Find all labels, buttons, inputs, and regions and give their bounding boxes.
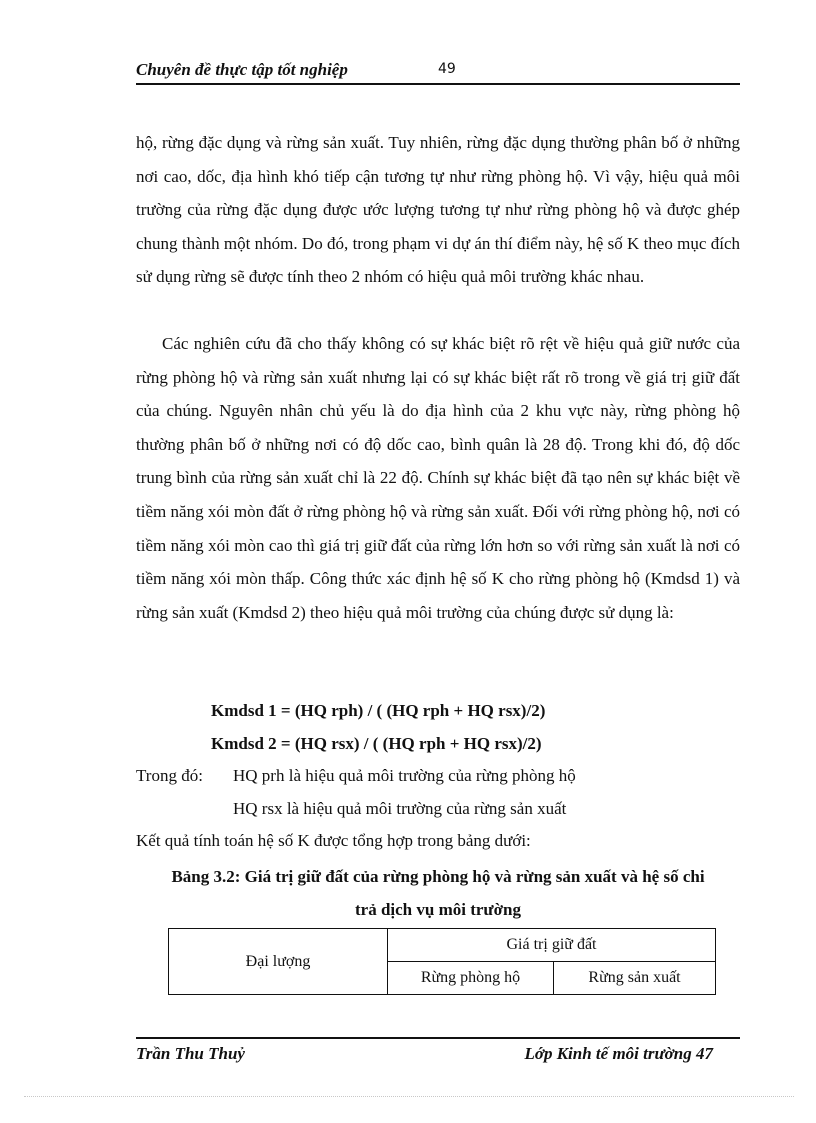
formula-kmdsd-2: Kmdsd 2 = (HQ rsx) / ( (HQ rph + HQ rsx)/2) [211, 734, 542, 753]
table-row-header: Đại lượng [169, 929, 388, 995]
footer-class: Lớp Kinh tế môi trường 47 [524, 1044, 713, 1063]
data-table [168, 928, 716, 995]
footer-divider [136, 1037, 740, 1039]
paragraph-1: hộ, rừng đặc dụng và rừng sản xuất. Tuy nhiên, rừng đặc dụng thường phân bố ở những nơi cao, dốc, địa hình khó tiếp cận tương tự như rừng phòng hộ. Vì vậy, hiệu quả môi trường của rừng đặc dụng được ước lượng tương tự như rừng phòng hộ và được ghép chung thành một nhóm. Do đó, trong phạm vi dự án thí điểm này, hệ số K theo mục đích sử dụng rừng sẽ được tính theo 2 nhóm có hiệu quả môi trường khác nhau. [136, 133, 740, 287]
footer-author: Trần Thu Thuỷ [136, 1044, 245, 1063]
header-title: Chuyên đề thực tập tốt nghiệp [136, 60, 348, 79]
page-number: 49 [438, 61, 456, 77]
table-caption-line-2: trả dịch vụ môi trường [355, 900, 521, 919]
table-group-header: Giá trị giữ đất [388, 929, 716, 962]
table-caption-line-1: Bảng 3.2: Giá trị giữ đất của rừng phòng hộ và rừng sản xuất và hệ số chi [171, 867, 705, 886]
header-divider [136, 83, 740, 85]
table-col-header-san-xuat: Rừng sản xuất [554, 962, 716, 995]
where-label: Trong đó: [136, 766, 203, 785]
where-definition-1: HQ prh là hiệu quả môi trường của rừng phòng hộ [233, 766, 576, 785]
formula-kmdsd-1: Kmdsd 1 = (HQ rph) / ( (HQ rph + HQ rsx)/2) [211, 701, 546, 720]
table-col-header-phong-ho: Rừng phòng hộ [388, 962, 554, 995]
summary-sentence: Kết quả tính toán hệ số K được tổng hợp trong bảng dưới: [136, 831, 531, 850]
paragraph-2: Các nghiên cứu đã cho thấy không có sự khác biệt rõ rệt về hiệu quả giữ nước của rừng phòng hộ và rừng sản xuất nhưng lại có sự khác biệt rất rõ trong về giá trị giữ đất của chúng. Nguyên nhân chủ yếu là do địa hình của 2 khu vực này, rừng phòng hộ thường phân bố ở những nơi có độ dốc cao, bình quân là 28 độ. Trong khi đó, độ dốc trung bình của rừng sản xuất chỉ là 22 độ. Chính sự khác biệt đã tạo nên sự khác biệt về tiềm năng xói mòn đất ở rừng phòng hộ và rừng sản xuất. Đối với rừng phòng hộ, nơi có tiềm năng xói mòn cao thì giá trị giữ đất của rừng lớn hơn so với rừng sản xuất là nơi có tiềm năng xói mòn thấp. Công thức xác định hệ số K cho rừng phòng hộ (Kmdsd 1) và rừng sản xuất (Kmdsd 2) theo hiệu quả môi trường của chúng được sử dụng là: [136, 334, 740, 622]
where-definition-2: HQ rsx là hiệu quả môi trường của rừng sản xuất [233, 799, 567, 818]
page-edge-divider [24, 1096, 794, 1097]
